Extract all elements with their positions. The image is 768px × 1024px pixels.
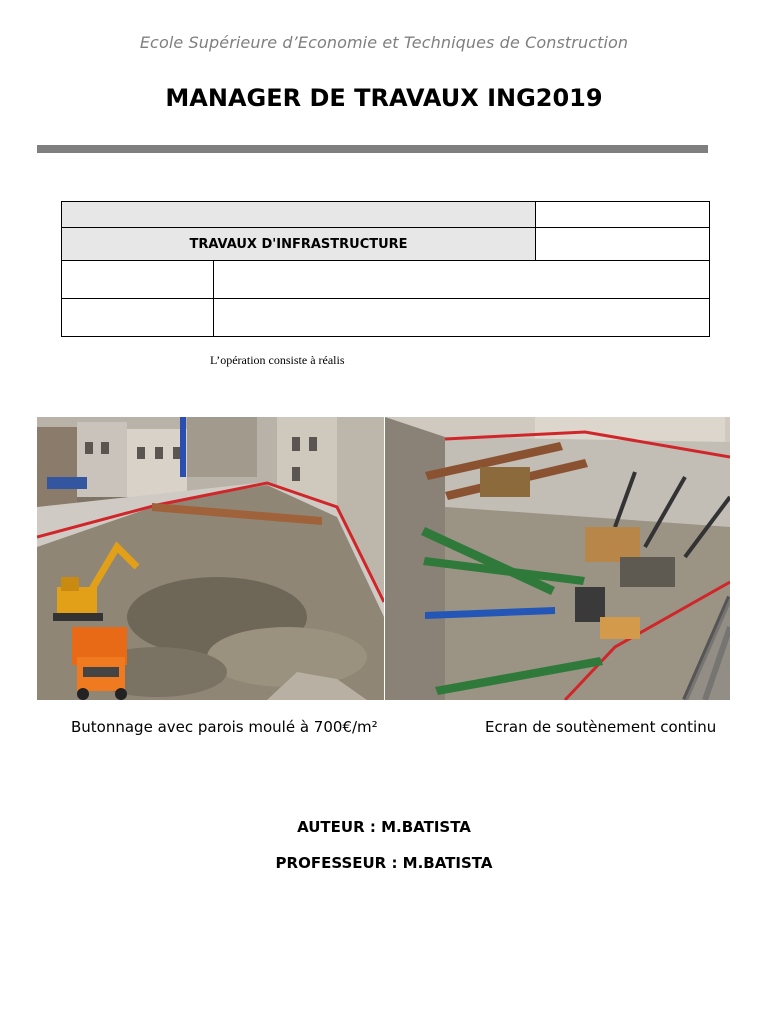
info-cell-heading-right: [536, 228, 710, 261]
photo-caption-right: Ecran de soutènement continu: [485, 718, 717, 736]
info-table-heading: TRAVAUX D'INFRASTRUCTURE: [62, 228, 536, 261]
document-title: MANAGER DE TRAVAUX ING2019: [165, 84, 603, 112]
info-cell-top-right: [536, 202, 710, 228]
info-cell-value-1: [214, 261, 710, 299]
excavation-photo: [37, 417, 384, 700]
info-cell-label-2: [62, 299, 214, 337]
retaining-wall-photo: [385, 417, 730, 700]
author-line: AUTEUR : M.BATISTA: [297, 818, 471, 836]
info-cell-value-2: [214, 299, 710, 337]
info-cell-label-1: [62, 261, 214, 299]
professor-line: PROFESSEUR : M.BATISTA: [275, 854, 493, 872]
photo-caption-left: Butonnage avec parois moulé à 700€/m²: [71, 718, 378, 736]
info-cell-shaded-top: [62, 202, 536, 228]
operation-text: L’opération consiste à réalis: [210, 353, 345, 367]
school-name: Ecole Supérieure d’Economie et Techniques de Construction: [139, 33, 629, 52]
info-table: [61, 201, 710, 337]
title-divider: [37, 145, 708, 153]
